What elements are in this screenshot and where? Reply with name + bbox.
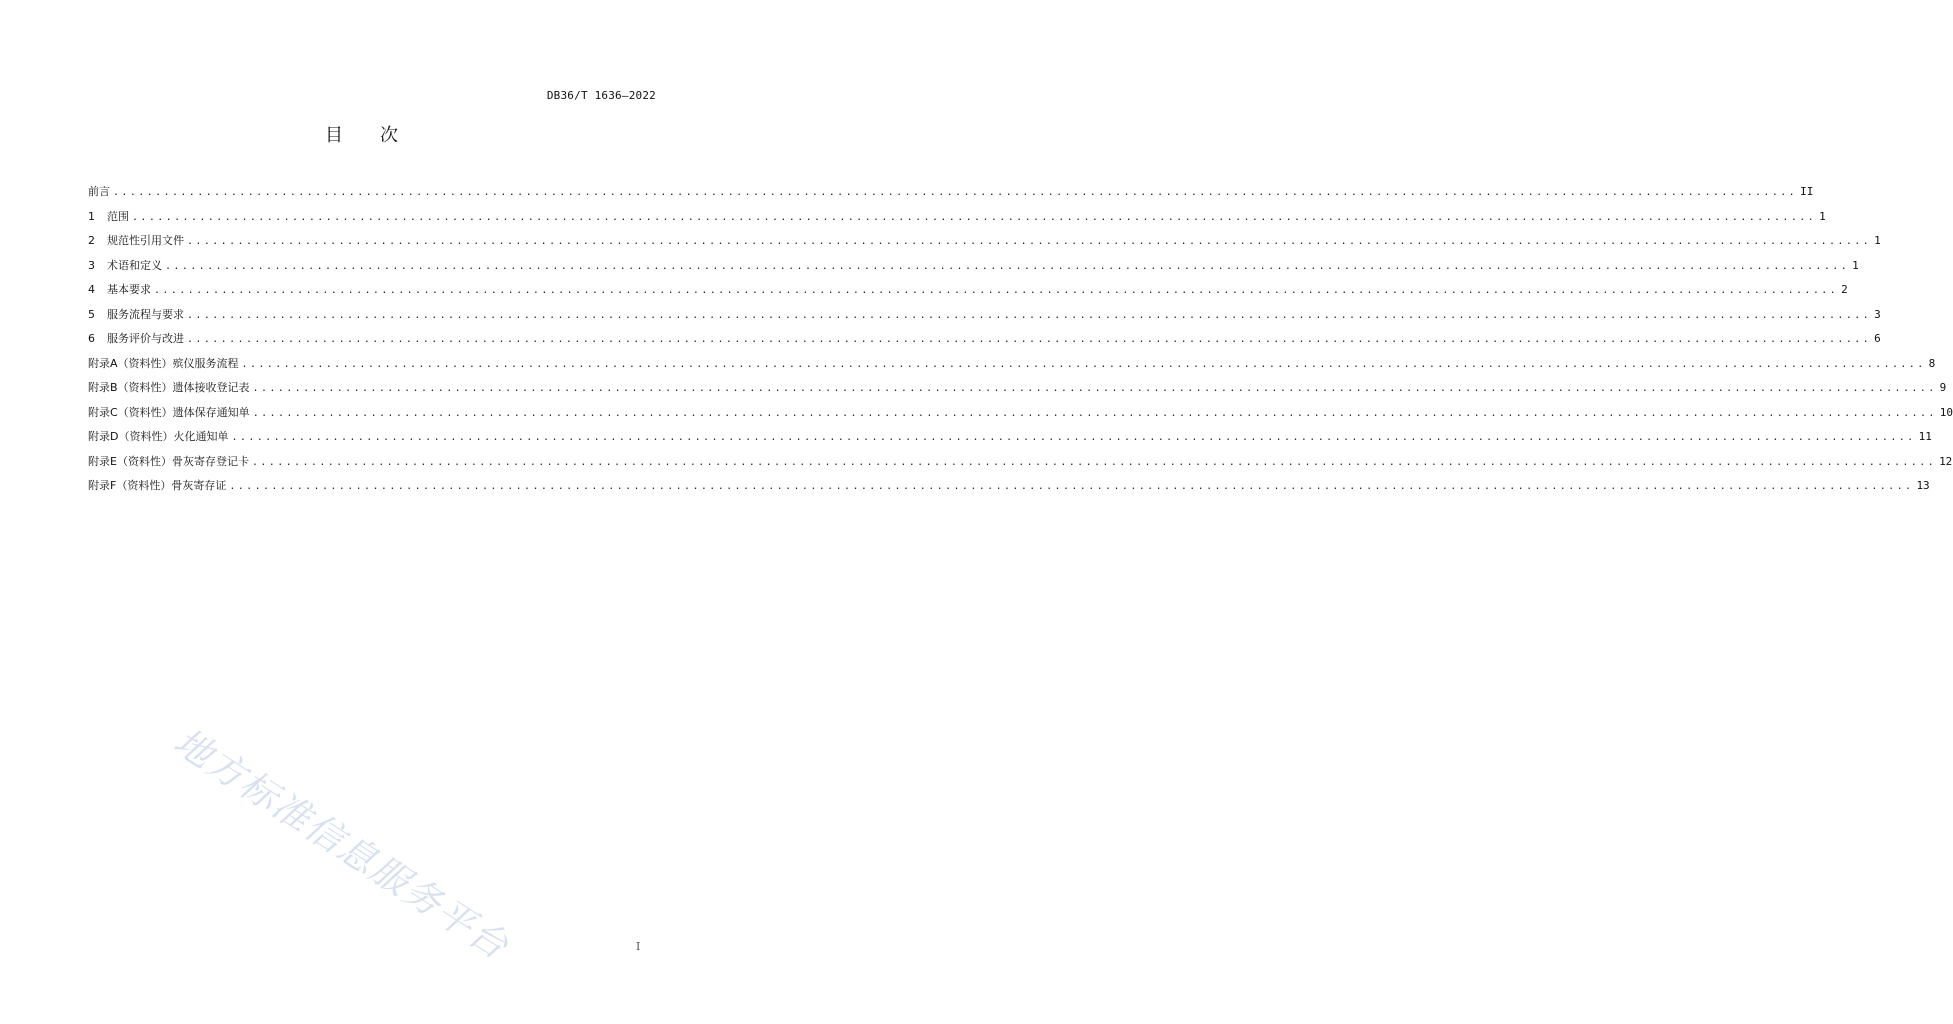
toc-dot-leader: ........................................................................................................................................................................................................	[165, 260, 1850, 272]
title-char-1: 目	[325, 125, 344, 146]
toc-entry-page: 11	[1918, 430, 1932, 443]
toc-entry-label: 附录B（资料性）遗体接收登记表	[88, 381, 250, 394]
toc-entry-label: 附录E（资料性）骨灰寄存登记卡	[88, 454, 249, 468]
toc-entry-label: 规范性引用文件	[107, 234, 184, 247]
toc-dot-leader: ........................................................................................................................................................................................................	[252, 383, 1937, 394]
toc-entry-label: 前言	[88, 185, 110, 198]
toc-entry-label: 附录D（资料性）火化通知单	[88, 430, 229, 443]
toc-dot-leader: ........................................................................................................................................................................................................	[252, 407, 1937, 419]
toc-entry-page: 13	[1916, 479, 1930, 492]
toc-entry-page: 2	[1841, 283, 1848, 296]
toc-entry[interactable]	[88, 331, 1881, 356]
toc-entry[interactable]	[88, 307, 1881, 332]
toc-entry[interactable]	[88, 405, 1953, 430]
toc-dot-leader: ........................................................................................................................................................................................................	[132, 211, 1817, 223]
toc-entry-page: 1	[1874, 234, 1881, 247]
toc-entry-page: II	[1800, 185, 1814, 198]
toc-dot-leader: ........................................................................................................................................................................................................	[231, 432, 1916, 443]
toc-entry-label: 附录C（资料性）遗体保存通知单	[88, 405, 250, 419]
toc-entry-number: 2	[88, 234, 95, 247]
toc-dot-leader: ........................................................................................................................................................................................................	[113, 187, 1798, 198]
toc-entry-page: 6	[1874, 332, 1881, 345]
toc-dot-leader: ........................................................................................................................................................................................................	[187, 334, 1872, 345]
toc-entry-number: 1	[88, 209, 95, 223]
toc-dot-leader: ........................................................................................................................................................................................................	[241, 358, 1926, 370]
toc-entry-page: 1	[1852, 258, 1859, 272]
toc-entry[interactable]	[88, 184, 1814, 209]
toc-entry-number: 3	[88, 258, 95, 272]
toc-entry-number: 4	[88, 283, 95, 296]
document-code: DB36/T 1636—2022	[546, 89, 656, 102]
toc-entry-label: 附录A（资料性）殡仪服务流程	[88, 356, 239, 370]
toc-entry-label: 服务流程与要求	[107, 307, 184, 321]
toc-entry[interactable]	[88, 233, 1881, 258]
table-of-contents	[88, 184, 1953, 503]
page-number: I	[636, 940, 641, 953]
toc-entry-label: 术语和定义	[107, 258, 162, 272]
toc-entry-label: 基本要求	[107, 283, 151, 296]
watermark: 地方标准信息服务平台	[166, 719, 517, 969]
toc-entry[interactable]	[88, 209, 1826, 234]
toc-dot-leader: ........................................................................................................................................................................................................	[187, 236, 1872, 247]
toc-entry-page: 12	[1939, 454, 1953, 468]
toc-entry[interactable]	[88, 429, 1932, 454]
toc-entry-label: 范围	[107, 209, 129, 223]
toc-dot-leader: ........................................................................................................................................................................................................	[187, 309, 1872, 321]
toc-entry[interactable]	[88, 380, 1947, 405]
toc-entry-page: 9	[1939, 381, 1947, 394]
toc-entry-page: 3	[1874, 307, 1881, 321]
toc-entry-number: 6	[88, 332, 95, 345]
toc-entry-page: 8	[1928, 356, 1936, 370]
toc-entry-label: 附录F（资料性）骨灰寄存证	[88, 479, 227, 492]
toc-entry[interactable]	[88, 356, 1936, 381]
toc-entry[interactable]	[88, 454, 1953, 479]
toc-dot-leader: ........................................................................................................................................................................................................	[154, 285, 1839, 296]
toc-entry[interactable]	[88, 478, 1930, 503]
toc-entry-number: 5	[88, 307, 95, 321]
toc-entry[interactable]	[88, 258, 1859, 283]
toc-entry[interactable]	[88, 282, 1848, 307]
title-char-2: 次	[380, 125, 399, 146]
toc-entry-page: 1	[1819, 209, 1826, 223]
toc-entry-page: 10	[1939, 405, 1953, 419]
toc-dot-leader: ........................................................................................................................................................................................................	[251, 456, 1937, 468]
toc-dot-leader: ........................................................................................................................................................................................................	[229, 481, 1914, 492]
toc-entry-label: 服务评价与改进	[107, 332, 184, 345]
page-title	[0, 121, 724, 147]
